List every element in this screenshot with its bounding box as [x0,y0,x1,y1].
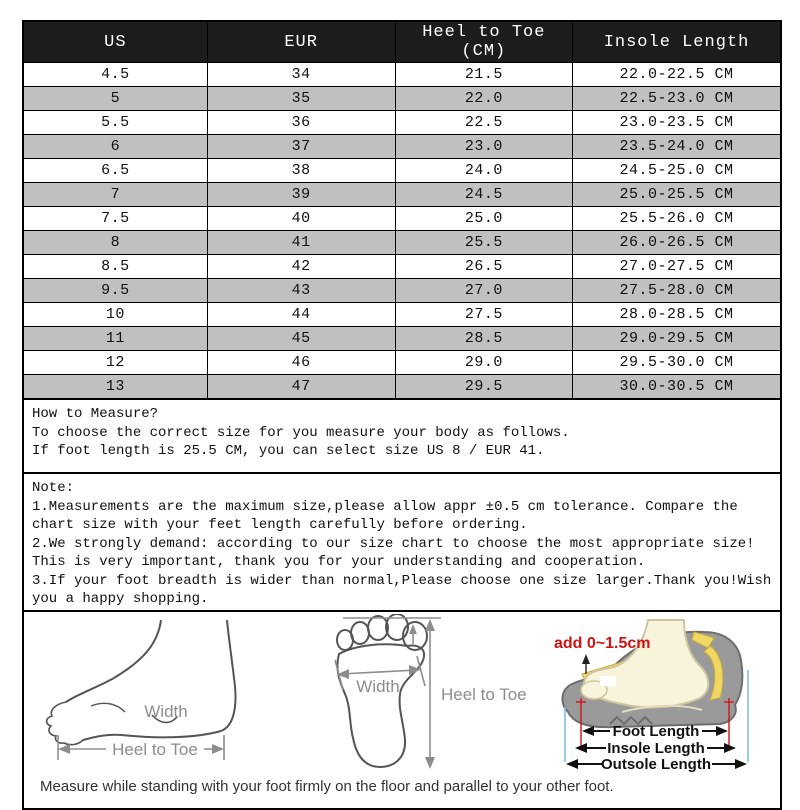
column-header: EUR [207,21,395,63]
size-cell: 41 [207,231,395,255]
size-cell: 8 [23,231,207,255]
size-cell: 34 [207,63,395,87]
top-foot-diagram-icon [329,614,577,776]
size-cell: 25.5-26.0 CM [573,207,781,231]
table-row [23,351,781,375]
size-cell: 43 [207,279,395,303]
table-row [23,255,781,279]
size-cell: 30.0-30.5 CM [573,375,781,400]
size-cell: 27.5 [395,303,572,327]
size-cell: 29.5 [395,375,572,400]
table-row [23,159,781,183]
size-cell: 23.0 [395,135,572,159]
size-cell: 39 [207,183,395,207]
table-row [23,207,781,231]
size-cell: 38 [207,159,395,183]
how-to-measure-line1: To choose the correct size for you measure your body as follows. [32,424,570,441]
size-cell: 29.0-29.5 CM [573,327,781,351]
size-cell: 22.0 [395,87,572,111]
size-cell: 47 [207,375,395,400]
size-cell: 23.0-23.5 CM [573,111,781,135]
top-width-label: Width [356,677,400,696]
insole-length-label: Insole Length [607,740,705,757]
table-row [23,303,781,327]
column-header: US [23,21,207,63]
top-heel-toe-label: Heel to Toe [441,685,527,704]
table-row [23,183,781,207]
size-cell: 24.5 [395,183,572,207]
note-item-1: 1.Measurements are the maximum size,please allow appr ±0.5 cm tolerance. Compare the chart size with your feet length carefully before ordering. [32,498,738,533]
size-cell: 13 [23,375,207,400]
size-cell: 36 [207,111,395,135]
table-row [23,375,781,400]
size-cell: 11 [23,327,207,351]
note-section [22,472,782,612]
table-row [23,327,781,351]
column-header: Insole Length [573,21,781,63]
foot-outline [47,620,236,745]
size-cell: 40 [207,207,395,231]
how-to-measure-line2: If foot length is 25.5 CM, you can select size US 8 / EUR 41. [32,443,545,459]
size-cell: 5 [23,87,207,111]
side-heel-toe-label: Heel to Toe [112,740,198,759]
table-row [23,111,781,135]
size-cell: 26.5 [395,255,572,279]
size-cell: 27.0-27.5 CM [573,255,781,279]
size-chart-table [22,20,782,400]
table-row [23,87,781,111]
size-cell: 24.5-25.0 CM [573,159,781,183]
size-cell: 6.5 [23,159,207,183]
shoe-cross-section-icon [552,612,780,774]
size-cell: 22.5 [395,111,572,135]
add-tolerance-label: add 0~1.5cm [554,635,651,652]
table-row [23,279,781,303]
size-guide-page [22,20,782,810]
size-cell: 7 [23,183,207,207]
table-header-row [23,21,781,63]
size-cell: 44 [207,303,395,327]
size-cell: 5.5 [23,111,207,135]
foot-length-label: Foot Length [612,723,700,740]
column-header: Heel to Toe (CM) [395,21,572,63]
note-title: Note: [32,480,75,496]
how-to-measure-section [22,398,782,474]
table-row [23,135,781,159]
size-cell: 25.5 [395,231,572,255]
size-cell: 9.5 [23,279,207,303]
size-cell: 35 [207,87,395,111]
size-cell: 22.0-22.5 CM [573,63,781,87]
size-cell: 28.5 [395,327,572,351]
size-cell: 29.5-30.0 CM [573,351,781,375]
size-cell: 24.0 [395,159,572,183]
size-cell: 12 [23,351,207,375]
size-cell: 22.5-23.0 CM [573,87,781,111]
size-cell: 7.5 [23,207,207,231]
side-width-label: Width [144,702,188,721]
how-to-measure-title: How to Measure? [32,406,159,422]
size-cell: 21.5 [395,63,572,87]
size-cell: 28.0-28.5 CM [573,303,781,327]
size-cell: 42 [207,255,395,279]
size-cell: 4.5 [23,63,207,87]
size-cell: 27.0 [395,279,572,303]
size-cell: 27.5-28.0 CM [573,279,781,303]
side-foot-diagram-icon [36,618,336,774]
size-cell: 45 [207,327,395,351]
size-cell: 6 [23,135,207,159]
size-cell: 10 [23,303,207,327]
outsole-length-label: Outsole Length [601,756,711,773]
size-cell: 46 [207,351,395,375]
size-cell: 26.0-26.5 CM [573,231,781,255]
measurement-diagram-section [22,610,782,810]
size-cell: 29.0 [395,351,572,375]
size-cell: 37 [207,135,395,159]
note-item-3: 3.If your foot breadth is wider than normal,Please choose one size larger.Thank you!Wish you a happy shopping. [32,572,772,607]
size-cell: 8.5 [23,255,207,279]
size-cell: 25.0-25.5 CM [573,183,781,207]
size-cell: 23.5-24.0 CM [573,135,781,159]
table-row [23,63,781,87]
measure-caption: Measure while standing with your foot firmly on the floor and parallel to your other foot. [40,778,614,795]
note-item-2: 2.We strongly demand: according to our size chart to choose the most appropriate size! This is very important, thank you for your understanding and cooperation. [32,535,755,570]
size-cell: 25.0 [395,207,572,231]
table-row [23,231,781,255]
